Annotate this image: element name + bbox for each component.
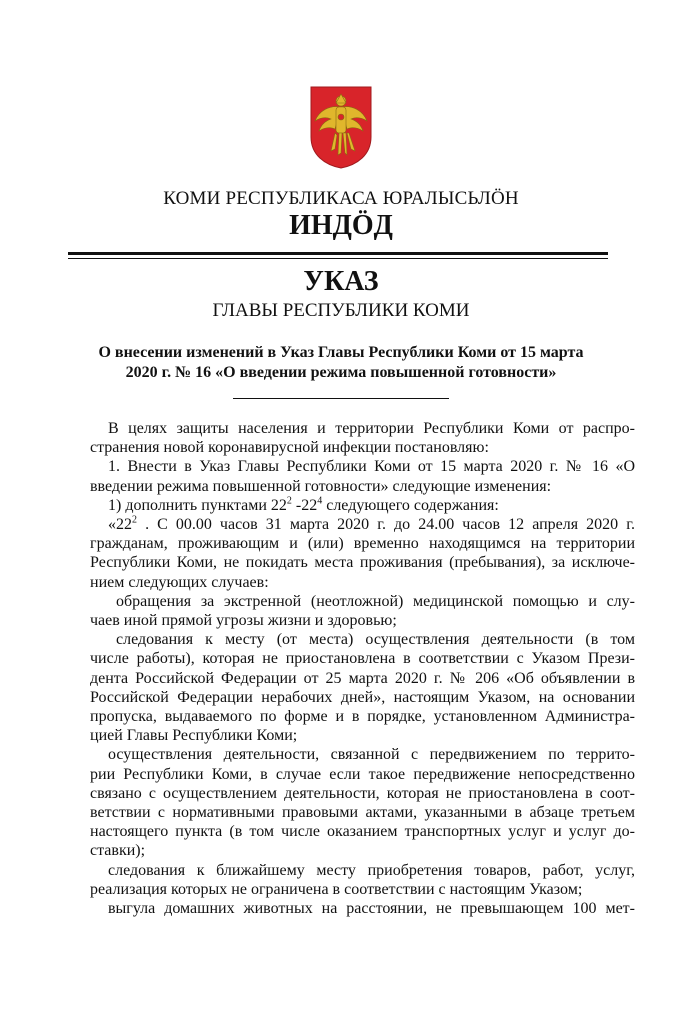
decree-title-line: О внесении изменений в Указ Главы Республики Коми от 15 марта: [98, 344, 584, 361]
issuer-subtitle: ГЛАВЫ РЕСПУБЛИКИ КОМИ: [212, 300, 470, 321]
paragraph-line: ветствии с нормативными правовыми актами, указанными в абзаце третьем: [90, 804, 635, 822]
decree-title-line: 2020 г. № 16 «О введении режима повышенной готовности»: [125, 364, 557, 381]
decree-body: [90, 419, 635, 918]
paragraph-line: 1. Внести в Указ Главы Республики Коми от 15 марта 2020 г. № 16 «О: [108, 458, 635, 476]
paragraph-line: введении режима повышенной готовности» следующие изменения:: [90, 477, 552, 495]
komi-coat-of-arms-emblem: [309, 85, 373, 169]
indod-heading: ИНДÖД: [289, 210, 393, 241]
paragraph-line: выгула домашних животных на расстоянии, не превышающем 100 мет-: [108, 900, 635, 918]
paragraph-line: следования к месту (от места) осуществления деятельности (в том: [116, 631, 635, 649]
paragraph-line: осуществления деятельности, связанной с передвижением по террито-: [108, 746, 635, 764]
paragraph-line: странения новой коронавирусной инфекции постановляю:: [90, 439, 489, 457]
header-divider-thick: [68, 252, 608, 255]
paragraph-line: пропуска, выдаваемого по форме и в порядке, установленном Администра-: [90, 708, 635, 726]
paragraph-line: В целях защиты населения и территории Республики Коми от распро-: [108, 420, 635, 437]
paragraph-line: следования к ближайшему месту приобретения товаров, работ, услуг,: [108, 861, 635, 879]
paragraph-line: «$22^2$ . С 00.00 часов 31 марта 2020 г. до 24.00 часов 12 апреля 2020 г.: [108, 514, 635, 534]
paragraph-line: связано с осуществлением деятельности, которая не приостановлена в соот-: [90, 784, 635, 802]
paragraph-line: ставки);: [90, 842, 146, 860]
paragraph-line: 1) дополнить пунктами $22^2$ $-22^4$ следующего содержания:: [108, 495, 499, 514]
paragraph-line: гражданам, проживающим и (или) временно находящимся на территории: [90, 535, 635, 553]
paragraph-line: обращения за экстренной (неотложной) медицинской помощью и слу-: [116, 592, 635, 610]
decree-title: [0, 343, 682, 383]
header-divider-thin: [68, 258, 608, 259]
paragraph-line: цией Главы Республики Коми;: [90, 727, 298, 745]
ukaz-heading: УКАЗ: [303, 266, 379, 297]
paragraph-line: реализация которых не ограничена в соответствии с настоящим Указом;: [90, 880, 583, 898]
paragraph-line: чаев иной прямой угрозы жизни и здоровью;: [90, 612, 397, 630]
paragraph-line: Республики Коми, не покидать места проживания (пребывания), за исключе-: [90, 554, 635, 572]
title-underline: [233, 398, 449, 399]
paragraph-line: нием следующих случаев:: [90, 573, 269, 591]
department-name: КОМИ РЕСПУБЛИКАСА ЮРАЛЫСЬЛÖН: [163, 188, 519, 209]
paragraph-line: рии Республики Коми, в случае если такое передвижение непосредственно: [90, 765, 635, 783]
paragraph-line: дента Российской Федерации от 25 марта 2020 г. № 206 «Об объявлении в: [90, 669, 635, 687]
paragraph-line: настоящего пункта (в том числе оказанием транспортных услуг и услуг до-: [90, 823, 635, 841]
paragraph-line: числе работы), которая не приостановлена в соответствии с Указом Прези-: [90, 650, 635, 668]
paragraph-line: Российской Федерации нерабочих дней», настоящим Указом, на основании: [90, 688, 635, 706]
